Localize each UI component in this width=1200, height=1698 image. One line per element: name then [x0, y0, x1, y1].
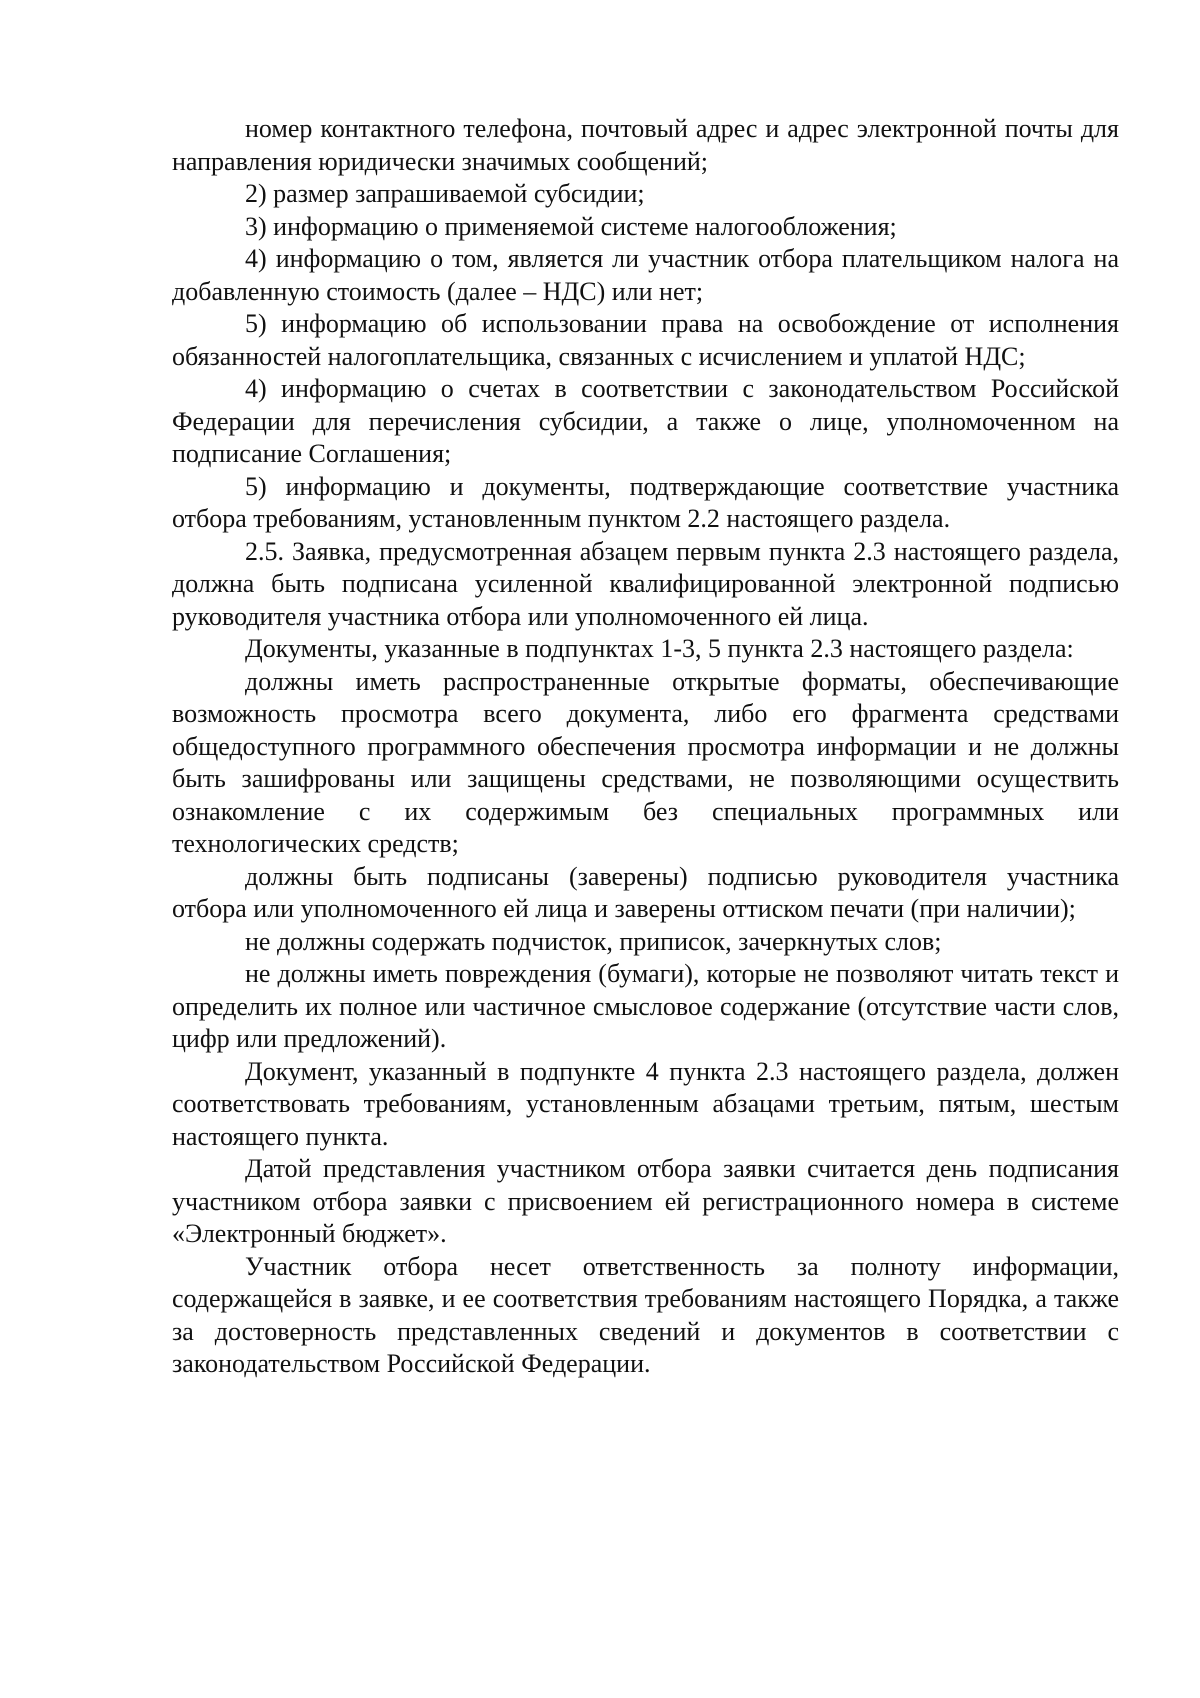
paragraph-signed-documents: должны быть подписаны (заверены) подписью руководителя участника отбора или уполномоченного ей лица и заверены оттиском печати (при наличии);: [172, 861, 1119, 923]
paragraph-item-5-vat-exemption: 5) информацию об использовании права на освобождение от исполнения обязанностей налогоплательщика, связанных с исчислением и уплатой НДС;: [172, 309, 1119, 371]
paragraph-item-5-compliance-documents: 5) информацию и документы, подтверждающие соответствие участника отбора требованиям, установленным пунктом 2.2 настоящего раздела.: [172, 471, 1119, 533]
paragraph-open-formats: должны иметь распространенные открытые форматы, обеспечивающие возможность просмотра всего документа, либо его фрагмента средствами общедоступного программного обеспечения просмотра информации и не должны быть зашифрованы или защищены средствами, не позволяющими осуществить ознакомление с их содержимым без специальных программных или технологических средств;: [172, 666, 1119, 858]
paragraph-documents-intro: Документы, указанные в подпунктах 1-3, 5 пункта 2.3 настоящего раздела:: [245, 634, 1074, 663]
paragraph-item-4-bank-accounts: 4) информацию о счетах в соответствии с законодательством Российской Федерации для перечисления субсидии, а также о лице, уполномоченном на подписание Соглашения;: [172, 374, 1119, 468]
paragraph-item-4-vat-payer: 4) информацию о том, является ли участник отбора плательщиком налога на добавленную стоимость (далее – НДС) или нет;: [172, 244, 1119, 306]
document-page: [172, 113, 1119, 1381]
paragraph-2-5-application-signature: 2.5. Заявка, предусмотренная абзацем первым пункта 2.3 настоящего раздела, должна быть подписана усиленной квалифицированной электронной подписью руководителя участника отбора или уполномоченного ей лица.: [172, 536, 1119, 631]
paragraph-no-corrections: не должны содержать подчисток, приписок, зачеркнутых слов;: [245, 926, 942, 956]
paragraph-contact-info: номер контактного телефона, почтовый адрес и адрес электронной почты для направления юридически значимых сообщений;: [172, 114, 1119, 176]
paragraph-no-damage: не должны иметь повреждения (бумаги), которые не позволяют читать текст и определить их полное или частичное смысловое содержание (отсутствие части слов, цифр или предложений).: [172, 959, 1119, 1053]
paragraph-item-2-subsidy-amount: 2) размер запрашиваемой субсидии;: [245, 179, 645, 208]
paragraph-submission-date: Датой представления участником отбора заявки считается день подписания участником отбора заявки с присвоением ей регистрационного номера в системе «Электронный бюджет».: [172, 1154, 1119, 1248]
paragraph-document-item-4-requirements: Документ, указанный в подпункте 4 пункта 2.3 настоящего раздела, должен соответствовать требованиям, установленным абзацами третьим, пятым, шестым настоящего пункта.: [172, 1056, 1119, 1151]
paragraph-item-3-tax-system: 3) информацию о применяемой системе налогообложения;: [245, 211, 897, 241]
paragraph-participant-responsibility: Участник отбора несет ответственность за полноту информации, содержащейся в заявке, и ее соответствия требованиям настоящего Порядка, а также за достоверность представленных сведений и документов в соответствии с законодательством Российской Федерации.: [172, 1251, 1119, 1378]
